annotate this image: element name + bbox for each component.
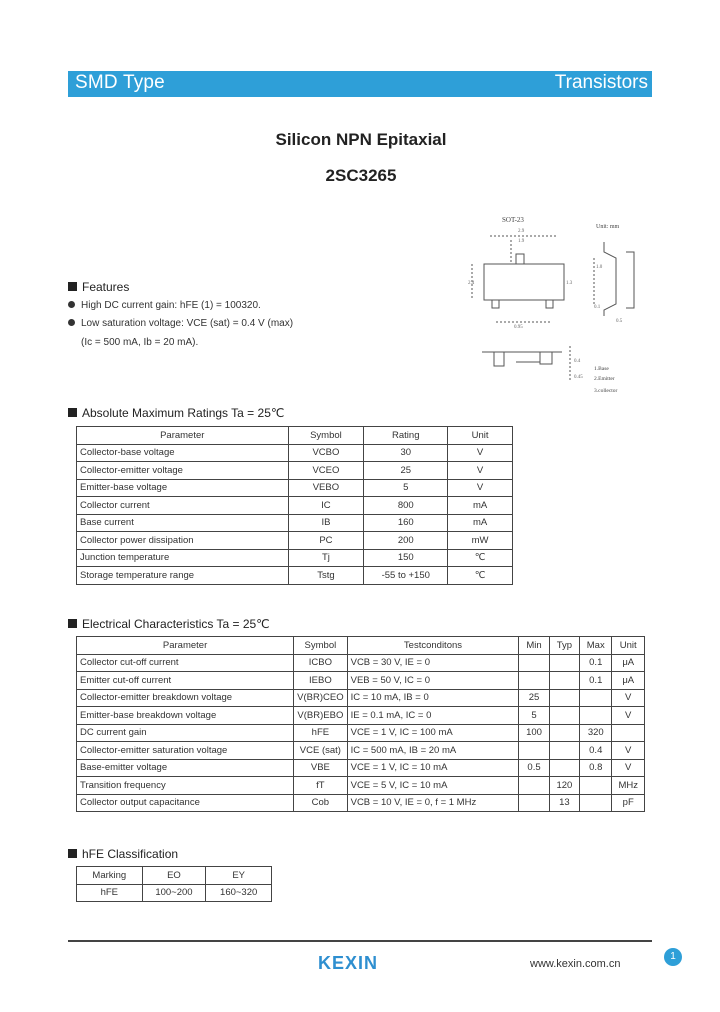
table-cell [580,777,612,795]
table-row [77,724,645,742]
table-cell: μA [612,654,645,672]
table-cell: Collector-emitter breakdown voltage [77,689,294,707]
table-cell: 120 [549,777,579,795]
svg-text:0.1: 0.1 [594,305,601,310]
table-row [77,497,513,515]
table-cell: 800 [364,497,448,515]
column-header: Max [580,637,612,655]
bullet-dot-icon [68,319,75,326]
pin-2-label: 2.Emitter [594,376,615,382]
column-header: Testconditons [347,637,519,655]
table-cell: V [448,462,513,480]
table-cell: 13 [549,794,579,812]
svg-text:1.3: 1.3 [566,281,573,286]
table-cell: VCE (sat) [294,742,347,760]
svg-text:2.9: 2.9 [518,229,525,234]
company-website[interactable]: www.kexin.com.cn [530,958,621,970]
table-row [77,884,272,902]
table-header-row [77,867,272,885]
table-row [77,444,513,462]
table-cell [549,672,579,690]
square-bullet-icon [68,619,77,628]
table-cell: 100~200 [142,884,206,902]
table-cell: Transition frequency [77,777,294,795]
table-cell [549,724,579,742]
table-cell: 160~320 [206,884,272,902]
feature-item: Low saturation voltage: VCE (sat) = 0.4 V (max) [68,318,293,329]
table-cell: 0.1 [580,672,612,690]
table-cell: 0.1 [580,654,612,672]
table-row [77,654,645,672]
table-cell: PC [288,532,364,550]
pin-3-label: 3.collector [594,388,618,394]
table-cell: Collector-emitter voltage [77,462,289,480]
svg-text:2.4: 2.4 [468,281,475,286]
table-cell: IEBO [294,672,347,690]
table-cell: Emitter cut-off current [77,672,294,690]
table-cell: 25 [519,689,549,707]
table-cell [549,759,579,777]
table-cell: Tstg [288,567,364,585]
table-cell [519,794,549,812]
header-category: SMD Type [75,72,165,93]
table-cell: hFE [77,884,143,902]
table-cell: mW [448,532,513,550]
table-cell: Base-emitter voltage [77,759,294,777]
column-header: Unit [612,637,645,655]
package-body-top-view [484,264,564,300]
table-cell: 320 [580,724,612,742]
column-header: Parameter [77,637,294,655]
table-cell: VBE [294,759,347,777]
table-cell: VEBO [288,479,364,497]
footer-divider [68,940,652,942]
table-cell: 0.8 [580,759,612,777]
table-cell: V [612,707,645,725]
feature-item: High DC current gain: hFE (1) = 100320. [68,300,261,311]
table-cell: VCEO [288,462,364,480]
table-cell: 5 [519,707,549,725]
features-heading: Features [68,280,129,294]
table-cell [549,689,579,707]
abs-max-heading: Absolute Maximum Ratings Ta = 25℃ [68,406,284,420]
table-cell: Storage temperature range [77,567,289,585]
table-row [77,742,645,760]
pin-1-label: 1.Base [594,366,609,372]
table-row [77,794,645,812]
svg-text:0.4: 0.4 [574,359,581,364]
table-cell: 100 [519,724,549,742]
abs-max-table [76,426,513,585]
table-cell: IC [288,497,364,515]
table-cell: 160 [364,514,448,532]
table-cell: VCE = 1 V, IC = 10 mA [347,759,519,777]
table-cell: Junction temperature [77,549,289,567]
package-outline-drawing [466,212,656,400]
column-header: Typ [549,637,579,655]
table-cell: DC current gain [77,724,294,742]
table-cell: V [612,759,645,777]
table-cell: V [612,742,645,760]
document-title: Silicon NPN Epitaxial [275,130,447,149]
table-header-row [77,637,645,655]
table-cell [519,742,549,760]
table-cell: 25 [364,462,448,480]
table-cell: ℃ [448,549,513,567]
square-bullet-icon [68,408,77,417]
table-row [77,759,645,777]
table-cell: V [448,479,513,497]
table-cell: Marking [77,867,143,885]
square-bullet-icon [68,282,77,291]
feature-item-continued: (Ic = 500 mA, Ib = 20 mA). [81,337,199,348]
table-cell: EY [206,867,272,885]
table-cell: V(BR)EBO [294,707,347,725]
table-cell: pF [612,794,645,812]
table-row [77,462,513,480]
table-cell: Base current [77,514,289,532]
table-cell: IC = 10 mA, IB = 0 [347,689,519,707]
bullet-dot-icon [68,301,75,308]
table-cell: Collector power dissipation [77,532,289,550]
svg-text:1.9: 1.9 [518,239,525,244]
hfe-classification-table [76,866,272,902]
table-cell: Emitter-base breakdown voltage [77,707,294,725]
table-cell: mA [448,497,513,515]
table-cell: Collector-emitter saturation voltage [77,742,294,760]
table-cell [580,707,612,725]
page-number: 1 [664,948,682,966]
package-name: SOT-23 [502,216,524,224]
column-header: Parameter [77,427,289,445]
column-header: Unit [448,427,513,445]
column-header: Min [519,637,549,655]
svg-text:0.45: 0.45 [574,375,583,380]
table-cell: V [448,444,513,462]
table-cell: ℃ [448,567,513,585]
column-header: Symbol [294,637,347,655]
table-cell: hFE [294,724,347,742]
table-cell: VCE = 1 V, IC = 100 mA [347,724,519,742]
square-bullet-icon [68,849,77,858]
header-bar [68,71,652,97]
table-cell: 5 [364,479,448,497]
table-cell [519,777,549,795]
table-cell: Tj [288,549,364,567]
table-cell [519,654,549,672]
table-cell [580,689,612,707]
table-cell: VCB = 10 V, IE = 0, f = 1 MHz [347,794,519,812]
table-cell: 0.5 [519,759,549,777]
table-row [77,567,513,585]
table-cell: 0.4 [580,742,612,760]
table-cell [519,672,549,690]
table-cell [612,724,645,742]
table-cell: V [612,689,645,707]
table-cell: 200 [364,532,448,550]
table-cell: Collector current [77,497,289,515]
package-unit: Unit: mm [596,224,620,230]
elec-heading: Electrical Characteristics Ta = 25℃ [68,617,270,631]
table-cell: ICBO [294,654,347,672]
table-row [77,672,645,690]
table-cell: Emitter-base voltage [77,479,289,497]
svg-text:0.5: 0.5 [616,319,623,324]
table-cell [549,742,579,760]
header-product-type: Transistors [554,72,648,93]
table-cell: Cob [294,794,347,812]
table-cell [549,654,579,672]
table-cell: 30 [364,444,448,462]
elec-table [76,636,645,812]
table-row [77,549,513,567]
svg-text:1.0: 1.0 [596,265,603,270]
table-cell: VCB = 30 V, IE = 0 [347,654,519,672]
company-logo: KEXIN [318,953,379,973]
table-cell: mA [448,514,513,532]
table-cell [580,794,612,812]
svg-text:0.95: 0.95 [514,325,523,330]
hfe-classification-heading: hFE Classification [68,847,178,861]
table-cell: IE = 0.1 mA, IC = 0 [347,707,519,725]
table-row [77,777,645,795]
table-cell: Collector output capacitance [77,794,294,812]
table-row [77,514,513,532]
part-number: 2SC3265 [325,166,397,185]
table-cell: MHz [612,777,645,795]
table-cell: VCE = 5 V, IC = 10 mA [347,777,519,795]
table-cell [549,707,579,725]
table-cell: EO [142,867,206,885]
table-cell: μA [612,672,645,690]
table-cell: 150 [364,549,448,567]
table-cell: V(BR)CEO [294,689,347,707]
table-cell: Collector cut-off current [77,654,294,672]
table-cell: fT [294,777,347,795]
table-cell: IC = 500 mA, IB = 20 mA [347,742,519,760]
table-header-row [77,427,513,445]
table-row [77,479,513,497]
column-header: Rating [364,427,448,445]
table-row [77,532,513,550]
table-cell: IB [288,514,364,532]
table-cell: -55 to +150 [364,567,448,585]
table-cell: VCBO [288,444,364,462]
table-cell: Collector-base voltage [77,444,289,462]
column-header: Symbol [288,427,364,445]
table-cell: VEB = 50 V, IC = 0 [347,672,519,690]
table-row [77,689,645,707]
table-row [77,707,645,725]
